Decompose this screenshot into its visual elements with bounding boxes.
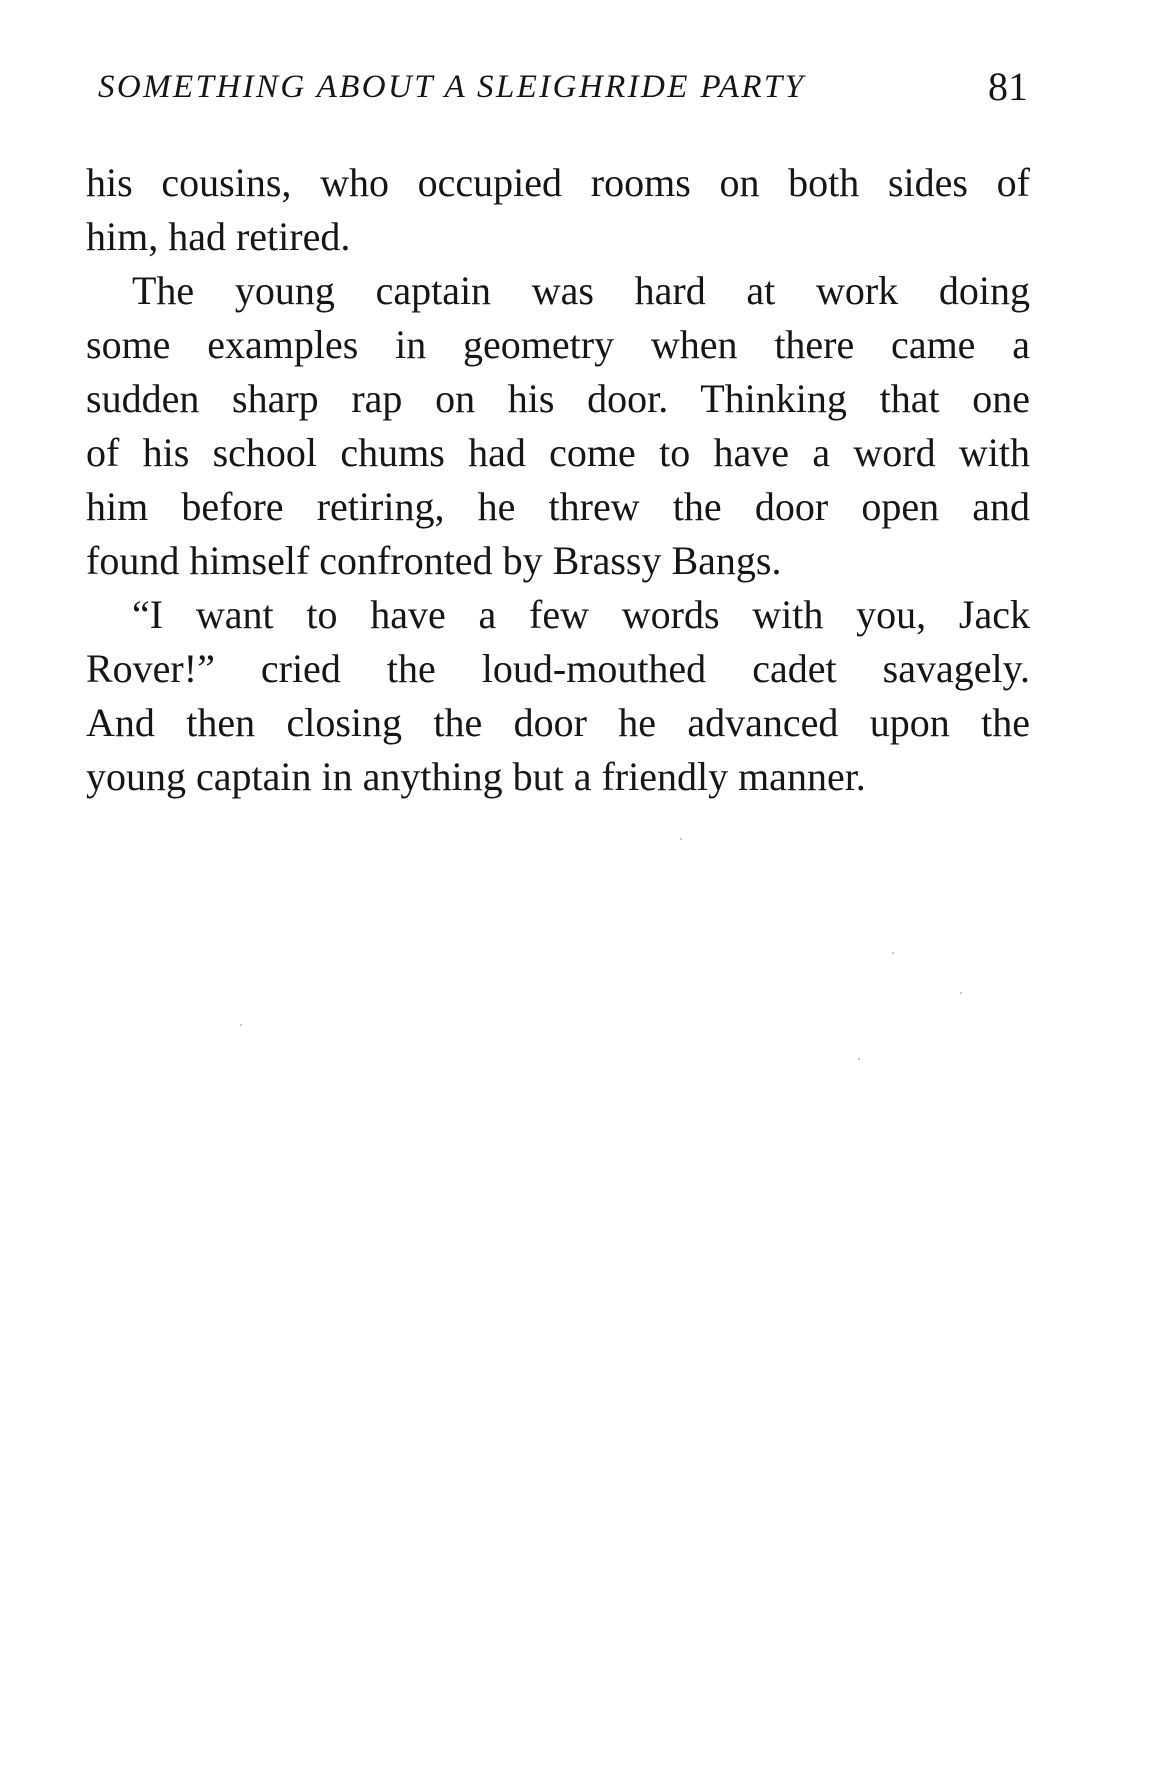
running-head <box>98 62 1028 112</box>
scan-speck <box>892 952 894 954</box>
text-line: young captain in anything but a friendly manner. <box>86 754 866 799</box>
running-title: SOMETHING ABOUT A SLEIGHRIDE PARTY <box>98 69 806 105</box>
scan-speck <box>680 838 682 840</box>
text-line: sudden sharp rap on his door. Thinking that one <box>86 376 1030 421</box>
text-line: Rover!” cried the loud-mouthed cadet savagely. <box>86 646 1030 691</box>
text-line: of his school chums had come to have a word with <box>86 430 1030 475</box>
text-line: his cousins, who occupied rooms on both sides of <box>86 160 1030 205</box>
text-line: him before retiring, he threw the door open and <box>86 484 1030 529</box>
text-line: him, had retired. <box>86 214 351 259</box>
scan-speck <box>240 1024 242 1026</box>
text-line: And then closing the door he advanced upon the <box>86 700 1030 745</box>
text-line: some examples in geometry when there came a <box>86 322 1030 367</box>
text-line: found himself confronted by Brassy Bangs. <box>86 538 782 583</box>
page-number: 81 <box>988 64 1028 109</box>
scan-speck <box>858 1058 860 1060</box>
text-line: The young captain was hard at work doing <box>132 268 1030 313</box>
body-text <box>86 156 1030 804</box>
text-line: “I want to have a few words with you, Jack <box>132 592 1030 637</box>
scan-speck <box>960 992 962 994</box>
